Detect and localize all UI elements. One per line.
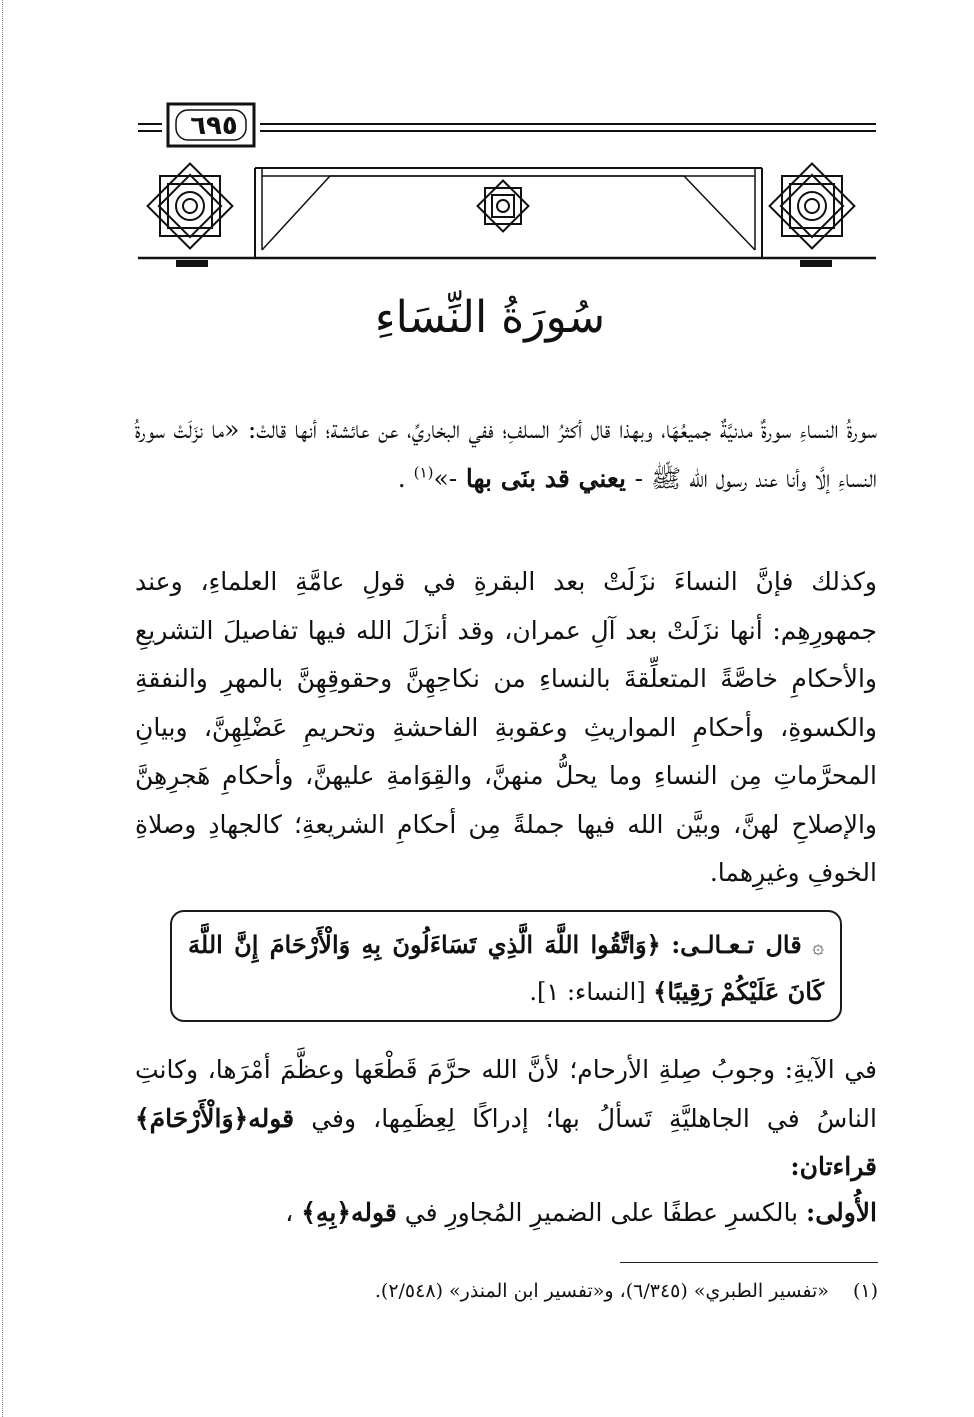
context-text: وكذلك فإنَّ النساءَ نزَلَتْ بعد البقرةِ في قولِ عامَّةِ العلماءِ، وعند جمهورِهِم: أنها نزَلَتْ بعد آلِ عمران، وقد أنزَلَ الله فيها تفاصيلَ التشريعِ والأحكامِ خاصَّةً المتعلِّقةَ بالنساءِ من نكاحِهِنَّ وحقوقِهِنَّ بالمهرِ والنفقةِ والكسوةِ، وأحكامِ المواريثِ وعقوبةِ الفاحشةِ وتحريمِ عَضْلِهِنَّ، وبيانِ المحرَّماتِ مِن النساءِ وما يحلُّ منهنَّ، والقِوَامةِ عليهنَّ، وأحكامِ هَجرِهِنَّ والإصلاحِ لهنَّ، وبيَّن الله فيها جملةً مِن أحكامِ الشريعةِ؛ كالجهادِ وصلاةِ الخوفِ وغيرِهما. xyxy=(135,567,877,887)
analysis-paragraph xyxy=(135,1046,877,1192)
surah-title: سُورَةُ النِّسَاءِ xyxy=(374,292,606,343)
analysis-quote: ﴿وَالْأَرْحَامَ﴾ xyxy=(135,1103,249,1133)
analysis-ending: قراءتان: xyxy=(790,1152,877,1181)
verse-text: ﴿وَاتَّقُوا اللَّهَ الَّذِي تَسَاءَلُونَ بِهِ وَالْأَرْحَامَ إِنَّ اللَّهَ كَانَ عَلَيْكُمْ رَقِيبًا﴾ xyxy=(188,930,824,1006)
footnote-number: (١) xyxy=(852,1280,878,1302)
first-reading-text: بالكسرِ عطفًا على الضميرِ المُجاورِ في xyxy=(396,1198,807,1227)
page-header-ornament xyxy=(0,0,974,280)
verse-reference: [النساء: ١]. xyxy=(529,978,646,1006)
analysis-text: في الآيةِ: وجوبُ صِلةِ الأرحام؛ لأنَّ الله حرَّمَ قَطْعَها وعظَّمَ أمْرَها، وكانتِ الناسُ في الجاهليَّةِ تَسألُ بها؛ إدراكًا لِعِظَمِها، وفي xyxy=(135,1055,877,1133)
intro-quote-end: -» xyxy=(433,463,458,493)
first-reading-paragraph xyxy=(135,1189,877,1238)
intro-final: . xyxy=(397,463,414,493)
footnote-reference[interactable]: (١) xyxy=(413,463,434,482)
first-reading-label: الأُولى: xyxy=(806,1198,877,1227)
verse-marker-icon: ۞ xyxy=(812,934,824,958)
footnote xyxy=(320,1274,878,1308)
first-reading-ending: ، xyxy=(285,1198,294,1227)
context-paragraph xyxy=(135,558,877,898)
first-reading-bold-word: قوله xyxy=(350,1198,397,1227)
footnote-divider xyxy=(620,1262,878,1263)
intro-text: سورةُ النساءِ سورةٌ مدنيَّةٌ جميعُهَا، وبهذا قال أكثرُ السلفِ؛ ففي البخاريِّ، عن عائشة؛ أنها قالتْ: «ما نزَلَتْ سورةُ النساءِ إلَّا وأنا عند رسول الله ﷺ - xyxy=(135,415,877,493)
analysis-bold-word: قوله xyxy=(248,1103,295,1133)
intro-bold-clause: يعني قد بنَى بها xyxy=(457,463,635,493)
verse-lead: قال تـعـالـى: xyxy=(671,930,802,959)
verse-box xyxy=(170,910,842,1022)
first-reading-quote: ﴿بِهِ﴾ xyxy=(301,1198,351,1227)
intro-paragraph xyxy=(135,406,877,503)
footnote-text: «تفسير الطبري» (٦/٣٤٥)، و«تفسير ابن المنذر» (٢/٥٤٨). xyxy=(374,1280,829,1302)
page-number: ٦٩٥ xyxy=(190,111,238,141)
